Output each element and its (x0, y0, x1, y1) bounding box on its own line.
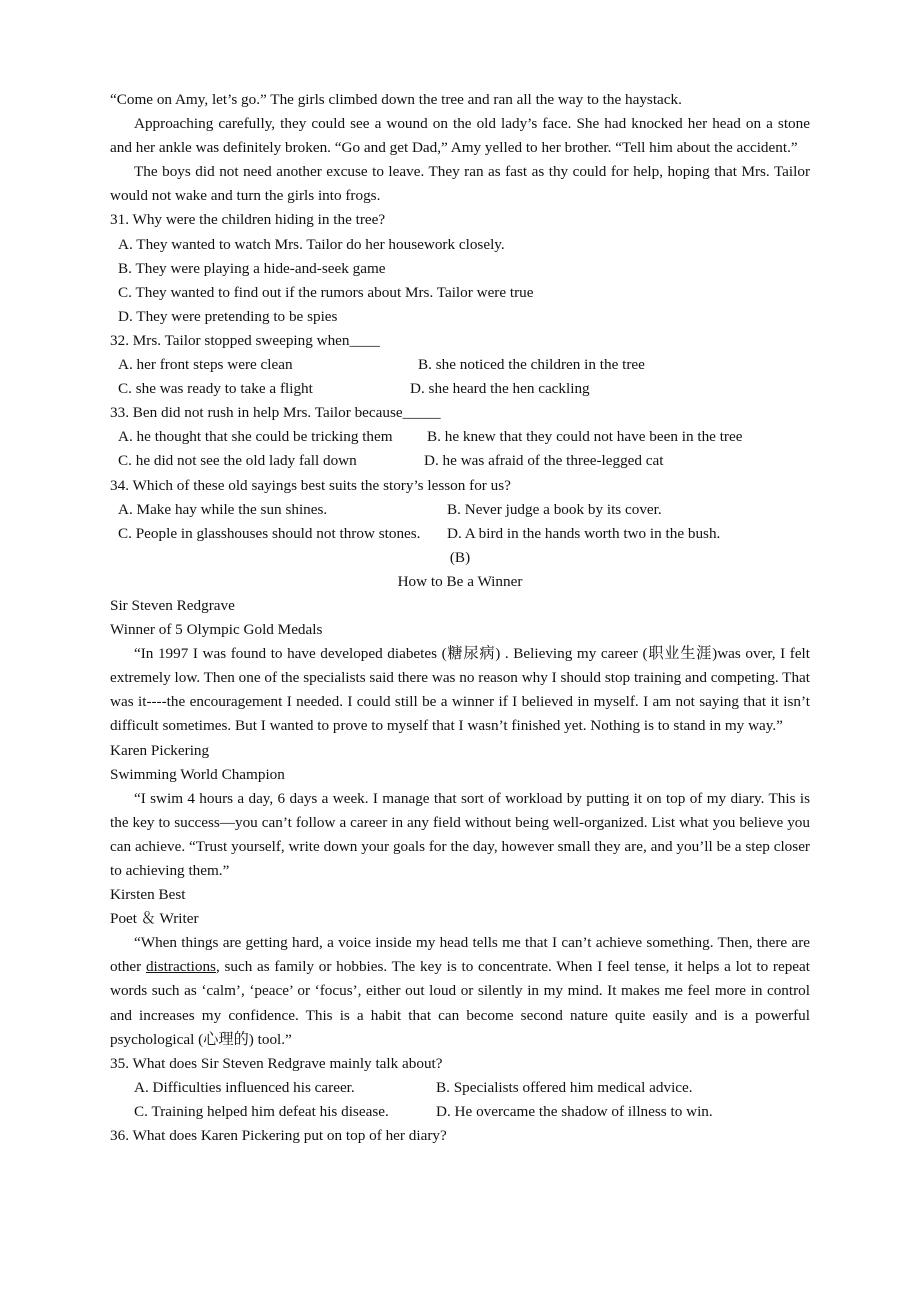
person-kirsten-best (110, 883, 810, 1052)
story-paragraph-2: Approaching carefully, they could see a wound on the old lady’s face. She had knocked her head on a stone and her ankle was definitely broken. “Go and get Dad,” Amy yelled to her brother. “Tell him about the accident.” (110, 115, 810, 157)
person-role: Swimming World Champion (110, 765, 285, 783)
option-c: C. They wanted to find out if the rumors about Mrs. Tailor were true (118, 283, 534, 301)
question-33 (110, 401, 810, 473)
question-stem: 32. Mrs. Tailor stopped sweeping when____ (110, 331, 380, 349)
option-b: B. Specialists offered him medical advice. (436, 1078, 693, 1096)
question-stem: 31. Why were the children hiding in the tree? (110, 211, 386, 229)
person-role: Winner of 5 Olympic Gold Medals (110, 621, 323, 639)
question-stem: 36. What does Karen Pickering put on top of her diary? (110, 1127, 447, 1145)
option-c: C. he did not see the old lady fall down (118, 452, 357, 470)
passage-title: How to Be a Winner (397, 572, 523, 590)
question-34 (110, 474, 810, 546)
person-steven-redgrave (110, 594, 810, 739)
quote-text-end: , such as family or hobbies. The key is to concentrate. When I feel tense, it helps a lot to repeat words such as ‘calm’, ‘peace’ or ‘focus’, either out loud or silently in my mind. It makes me feel more in control and increases my confidence. This is a habit that can become second nature quite easily and is a powerful psychological (心理的) tool.” (110, 958, 810, 1048)
question-31 (110, 208, 810, 328)
option-b: B. Never judge a book by its cover. (447, 500, 662, 518)
person-role: Poet ＆ Writer (110, 910, 199, 928)
option-c: C. People in glasshouses should not throw stones. (118, 524, 421, 542)
person-name: Kirsten Best (110, 886, 186, 904)
question-stem: 34. Which of these old sayings best suits the story’s lesson for us? (110, 476, 511, 494)
question-stem: 33. Ben did not rush in help Mrs. Tailor because_____ (110, 404, 441, 422)
option-d: D. she heard the hen cackling (410, 380, 590, 398)
option-b: B. They were playing a hide-and-seek game (118, 259, 386, 277)
option-a: A. her front steps were clean (118, 356, 293, 374)
quote-text-start: “When things are getting hard, a voice inside my head tells me that I can’t achieve something. Then, there are other (110, 934, 810, 976)
person-name: Sir Steven Redgrave (110, 596, 235, 614)
underlined-word: distractions (145, 958, 216, 976)
option-d: D. They were pretending to be spies (118, 307, 338, 325)
option-d: D. He overcame the shadow of illness to win. (436, 1102, 713, 1120)
story-paragraph-1: “Come on Amy, let’s go.” The girls climbed down the tree and ran all the way to the haystack. (110, 91, 682, 108)
option-a: A. Make hay while the sun shines. (118, 500, 328, 518)
question-36 (110, 1124, 810, 1148)
person-name: Karen Pickering (110, 741, 210, 759)
option-d: D. he was afraid of the three-legged cat (424, 452, 664, 470)
question-35 (110, 1052, 810, 1124)
person-quote: “I swim 4 hours a day, 6 days a week. I manage that sort of workload by putting it on top of my diary. This is the key to success—you can’t follow a career in any field without being well-organized. List what you believe you can achieve. “Trust yourself, write down your goals for the day, however small they are, and you’ll be a step closer to achieving them.” (110, 789, 810, 879)
option-a: A. Difficulties influenced his career. (134, 1078, 355, 1096)
option-c: C. Training helped him defeat his disease. (134, 1102, 389, 1120)
person-karen-pickering (110, 739, 810, 884)
option-b: B. she noticed the children in the tree (418, 356, 645, 374)
option-a: A. he thought that she could be tricking them (118, 428, 393, 446)
story-paragraph-3: The boys did not need another excuse to leave. They ran as fast as thy could for help, hoping that Mrs. Tailor would not wake and turn the girls into frogs. (110, 163, 810, 205)
person-quote (110, 931, 810, 1051)
question-32 (110, 329, 810, 401)
section-label: (B) (449, 548, 471, 566)
option-d: D. A bird in the hands worth two in the bush. (447, 524, 721, 542)
option-c: C. she was ready to take a flight (118, 380, 313, 398)
option-b: B. he knew that they could not have been in the tree (427, 428, 743, 446)
person-quote: “In 1997 I was found to have developed diabetes (糖尿病) . Believing my career (职业生涯)was over, I felt extremely low. Then one of the specialists said there was no reason why I should stop training and competing. That was it----the encouragement I needed. I could still be a winner if I believed in myself. I am not saying that it isn’t difficult sometimes. But I wanted to prove to myself that I wasn’t finished yet. Nothing is to stand in my way.” (110, 645, 810, 735)
question-stem: 35. What does Sir Steven Redgrave mainly talk about? (110, 1054, 443, 1072)
option-a: A. They wanted to watch Mrs. Tailor do her housework closely. (118, 235, 505, 253)
exam-page (110, 88, 810, 1148)
